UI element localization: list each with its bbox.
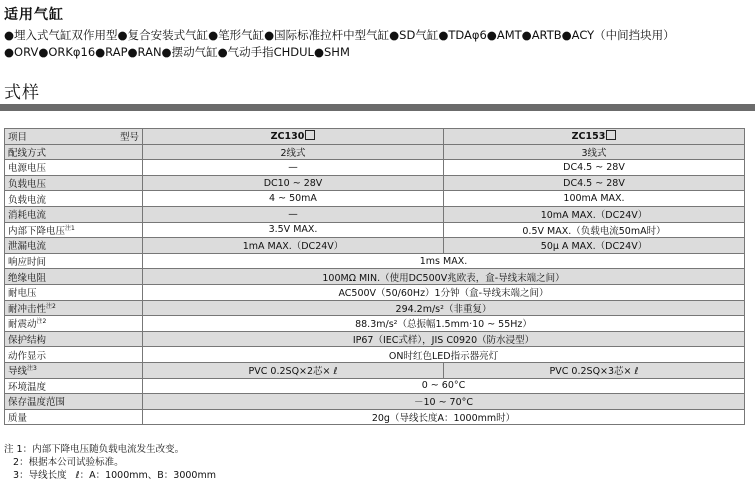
footnote-2: 2：根据本公司试验标准。 (4, 457, 124, 468)
row-value-zc153: DC4.5 ~ 28V (444, 160, 745, 176)
row-label (5, 300, 143, 316)
table-row (5, 284, 745, 300)
table-row (5, 409, 745, 425)
specifications-table (4, 128, 745, 425)
table-row (5, 191, 745, 207)
table-row (5, 175, 745, 191)
row-label (5, 394, 143, 410)
table-header-row (5, 129, 745, 145)
model-zc153-label: ZC153 (571, 131, 606, 143)
row-footnote-mark: 注1 (65, 224, 75, 232)
table-row (5, 347, 745, 363)
row-value-shared: 294.2m/s²（非重复） (143, 300, 745, 316)
row-value-shared: 1ms MAX. (143, 253, 745, 269)
table-row (5, 316, 745, 332)
table-row (5, 206, 745, 222)
row-label-text: 保护结构 (8, 335, 47, 347)
row-label-text: 响应时间 (8, 257, 47, 269)
table-row (5, 222, 745, 238)
row-label-text: 绝缘电阻 (8, 272, 47, 284)
row-value-shared: IP67（IEC式样），JIS C0920（防水浸型） (143, 331, 745, 347)
table-row (5, 253, 745, 269)
row-label-text: 负载电压 (8, 179, 47, 191)
row-value-shared: ON时红色LED指示器亮灯 (143, 347, 745, 363)
row-value-zc130: PVC 0.2SQ×2芯× ℓ (143, 362, 444, 378)
table-row (5, 160, 745, 176)
row-label (5, 378, 143, 394)
footnote-1: 注 1：内部下降电压随负载电流发生改变。 (4, 444, 185, 455)
row-label-text: 内部下降电压 (8, 225, 66, 237)
row-label (5, 316, 143, 332)
row-value-zc130: 1mA MAX.（DC24V） (143, 238, 444, 254)
applicable-cylinders-line-2: ●ORV●ORKφ16●RAP●RAN●摆动气缸●气动手指CHDUL●SHM (4, 45, 350, 59)
row-label (5, 362, 143, 378)
row-label-text: 环境温度 (8, 381, 47, 393)
row-value-zc130: — (143, 206, 444, 222)
model-zc130-label: ZC130 (270, 131, 305, 143)
row-value-shared: 88.3m/s²（总振幅1.5mm·10 ~ 55Hz） (143, 316, 745, 332)
row-value-zc130: 4 ~ 50mA (143, 191, 444, 207)
row-value-zc130: — (143, 160, 444, 176)
title-divider (0, 104, 755, 111)
row-footnote-mark: 注2 (36, 318, 47, 326)
row-footnote-mark: 注3 (27, 365, 37, 373)
header-item-model-cell (5, 129, 143, 145)
row-label-text: 质量 (8, 412, 28, 424)
row-label-text: 耐冲击性 (8, 303, 47, 315)
header-item-label: 项目 (8, 131, 28, 143)
row-label-text: 保存温度范围 (8, 397, 66, 409)
row-label-text: 耐震动 (8, 319, 37, 331)
row-value-shared: AC500V（50/60Hz）1分钟（盒-导线末端之间） (143, 284, 745, 300)
applicable-cylinders-line-1: ●埋入式气缸双作用型●复合安装式气缸●笔形气缸●国际标准拉杆中型气缸●SD气缸●TDAφ6●AMT●ARTB●ACY（中间挡块用） (4, 28, 675, 42)
applicable-cylinders-title: 适用气缸 (4, 7, 64, 23)
row-label (5, 284, 143, 300)
row-label (5, 144, 143, 160)
row-label (5, 206, 143, 222)
row-label (5, 347, 143, 363)
table-row (5, 300, 745, 316)
checkbox-square-icon (305, 130, 315, 140)
row-label-text: 泄漏电流 (8, 241, 47, 253)
row-value-zc153: DC4.5 ~ 28V (444, 175, 745, 191)
footnote-3: 3：导线长度 ℓ：A：1000mm、B：3000mm (4, 470, 216, 481)
row-label-text: 导线 (8, 366, 28, 378)
row-value-shared: 0 ~ 60°C (143, 378, 745, 394)
row-label-text: 耐电压 (8, 288, 37, 300)
row-value-zc153: 10mA MAX.（DC24V） (444, 206, 745, 222)
table-row (5, 362, 745, 378)
specifications-title: 式样 (4, 83, 40, 103)
row-value-shared: 20g（导线长度A：1000mm时） (143, 409, 745, 425)
row-label-text: 动作显示 (8, 350, 47, 362)
row-label (5, 175, 143, 191)
row-value-zc153: 100mA MAX. (444, 191, 745, 207)
table-row (5, 269, 745, 285)
row-label-text: 电源电压 (8, 163, 47, 175)
row-label (5, 238, 143, 254)
table-row (5, 394, 745, 410)
row-label-text: 消耗电流 (8, 210, 47, 222)
row-value-zc153: PVC 0.2SQ×3芯× ℓ (444, 362, 745, 378)
footnotes (4, 443, 216, 482)
row-label (5, 409, 143, 425)
row-label (5, 331, 143, 347)
row-value-zc153: 50μ A MAX.（DC24V） (444, 238, 745, 254)
row-value-zc130: DC10 ~ 28V (143, 175, 444, 191)
row-label (5, 160, 143, 176)
row-label (5, 191, 143, 207)
header-model-label: 型号 (119, 132, 139, 143)
row-label (5, 222, 143, 238)
row-label-text: 配线方式 (8, 147, 47, 159)
checkbox-square-icon (606, 130, 616, 140)
row-label (5, 269, 143, 285)
table-row (5, 378, 745, 394)
row-value-zc153: 0.5V MAX.（负载电流50mA时） (444, 222, 745, 238)
header-model-zc130 (143, 129, 444, 145)
row-value-shared: －10 ~ 70°C (143, 394, 745, 410)
table-row (5, 331, 745, 347)
row-value-zc153: 3线式 (444, 144, 745, 160)
row-label (5, 253, 143, 269)
row-value-zc130: 3.5V MAX. (143, 222, 444, 238)
table-row (5, 238, 745, 254)
row-label-text: 负载电流 (8, 194, 47, 206)
row-value-zc130: 2线式 (143, 144, 444, 160)
table-row (5, 144, 745, 160)
header-model-zc153 (444, 129, 745, 145)
row-value-shared: 100MΩ MIN.（使用DC500V兆欧表，盒-导线末端之间） (143, 269, 745, 285)
row-footnote-mark: 注2 (46, 302, 56, 310)
